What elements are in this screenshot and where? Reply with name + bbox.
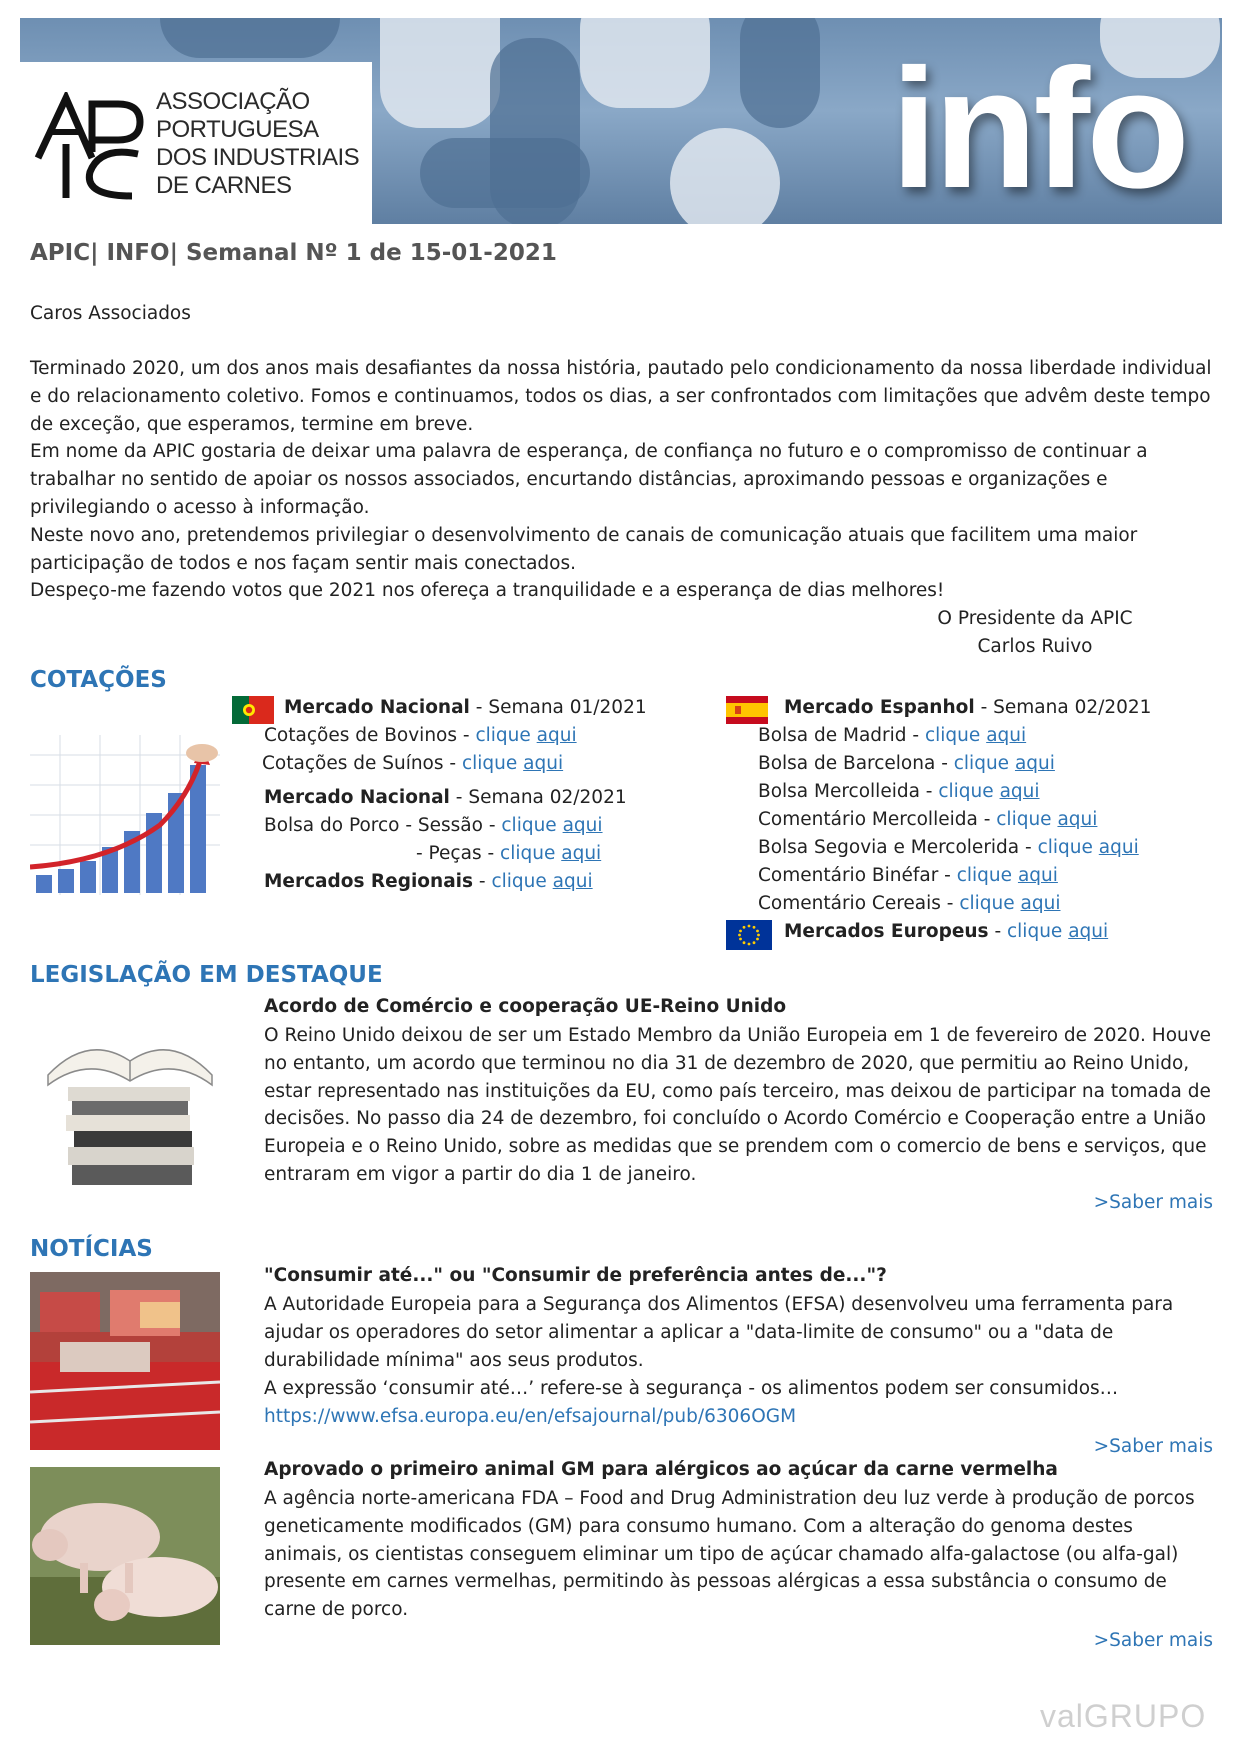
cotacoes-bovinos-row: Cotações de Bovinos - clique aqui: [264, 725, 577, 746]
clique-aqui-link[interactable]: clique aqui: [501, 815, 603, 836]
portugal-flag-icon: [232, 696, 274, 724]
apic-logo-mark: [30, 92, 160, 202]
mercado-nacional-heading: Mercado Nacional - Semana 01/2021: [284, 697, 647, 718]
efsa-url-link[interactable]: https://www.efsa.europa.eu/en/efsajournal/pub/6306OGM: [264, 1406, 797, 1427]
section-legislacao-heading: LEGISLAÇÃO EM DESTAQUE: [30, 962, 383, 988]
greeting: Caros Associados: [30, 303, 191, 324]
supermarket-meat-image: [30, 1272, 220, 1450]
clique-aqui-link[interactable]: clique aqui: [924, 725, 1027, 746]
noticia-body: A agência norte-americana FDA – Food and Drug Administration deu luz verde à produção de porcos geneticamente modificados (GM) para consumo humano. Com a alteração do genoma destes animais, os cientistas conseguem eliminar um tipo de açúcar chamado alfa-galactose (ou alfa-gal) presente em carnes vermelhas, permitindo às pessoas alérgicas a essa substância o consumo de carne de porco.: [264, 1488, 1195, 1621]
pigs-image: [30, 1467, 220, 1645]
section-cotacoes-heading: COTAÇÕES: [30, 667, 167, 693]
clique-aqui-link[interactable]: clique aqui: [491, 871, 593, 892]
legislacao-article-title: Acordo de Comércio e cooperação UE-Reino Unido: [264, 996, 787, 1017]
clique-aqui-link[interactable]: clique aqui: [500, 843, 602, 864]
spain-market-row: Bolsa de Madrid - clique aqui: [758, 725, 1027, 746]
clique-aqui-link[interactable]: clique aqui: [959, 893, 1061, 914]
noticia-body: A Autoridade Europeia para a Segurança dos Alimentos (EFSA) desenvolveu uma ferramenta para ajudar os operadores do setor alimentar a aplicar a "data-limite de consumo" ou a "data de durabilidade mínima" aos seus produtos.: [264, 1294, 1174, 1371]
signature-role: O Presidente da APIC: [937, 608, 1133, 629]
signature-name: Carlos Ruivo: [977, 636, 1093, 657]
mercado-espanhol-heading: Mercado Espanhol - Semana 02/2021: [784, 697, 1152, 718]
clique-aqui-link[interactable]: clique aqui: [953, 753, 1055, 774]
spain-market-row: Bolsa Mercolleida - clique aqui: [758, 781, 1040, 802]
saber-mais-link[interactable]: >Saber mais: [1093, 1192, 1213, 1213]
banner-info-word: info: [890, 34, 1186, 224]
noticia-title: Aprovado o primeiro animal GM para alérgicos ao açúcar da carne vermelha: [264, 1459, 1058, 1480]
growth-chart-image: [30, 735, 220, 895]
spain-market-row: Comentário Cereais - clique aqui: [758, 893, 1061, 914]
issue-title: APIC| INFO| Semanal Nº 1 de 15-01-2021: [30, 240, 557, 266]
clique-aqui-link[interactable]: clique aqui: [461, 753, 564, 774]
clique-aqui-link[interactable]: clique aqui: [938, 781, 1040, 802]
mercados-regionais-row: Mercados Regionais - clique aqui: [264, 871, 593, 892]
logo-text: ASSOCIAÇÃO PORTUGUESA DOS INDUSTRIAIS DE CARNES: [156, 88, 360, 199]
eu-flag-icon: [726, 920, 772, 950]
noticia-excerpt: A expressão ‘consumir até…’ refere-se à segurança - os alimentos podem ser consumidos…: [264, 1378, 1119, 1399]
header-banner: [20, 18, 1222, 224]
spain-flag-icon: [726, 696, 768, 724]
spain-market-row: Comentário Mercolleida - clique aqui: [758, 809, 1098, 830]
spain-market-row: Bolsa de Barcelona - clique aqui: [758, 753, 1055, 774]
bolsa-porco-sessao-row: Bolsa do Porco - Sessão - clique aqui: [264, 815, 603, 836]
intro-paragraph: Terminado 2020, um dos anos mais desafiantes da nossa história, pautado pelo condicionamento da nossa liberdade individual e do relacionamento coletivo. Fomos e continuamos, todos os dias, a ser confrontados com limitações que advêm deste tempo de exceção, que esperamos, termine em breve.: [30, 358, 1212, 435]
clique-aqui-link[interactable]: clique aqui: [1037, 837, 1139, 858]
intro-paragraph: Despeço-me fazendo votos que 2021 nos ofereça a tranquilidade e a esperança de dias melhores!: [30, 580, 945, 602]
valgrupo-watermark: valGRUPO: [1040, 1698, 1207, 1734]
legislacao-article-body: O Reino Unido deixou de ser um Estado Membro da União Europeia em 1 de fevereiro de 2020. Houve no entanto, um acordo que terminou no dia 31 de dezembro de 2020, que permitiu ao Reino Unido, estar representado nas instituições da EU, como país terceiro, mas deixou de participar na tomada de decisões. No passo dia 24 de dezembro, foi concluído o Acordo Comércio e Cooperação entre a União Europeia e o Reino Unido, sobre as medidas que se prendem com o comercio de bens e serviços, que entraram em vigor a partir do dia 1 de janeiro.: [264, 1025, 1212, 1185]
noticia-title: "Consumir até..." ou "Consumir de preferência antes de..."?: [264, 1265, 887, 1286]
intro-paragraph: Neste novo ano, pretendemos privilegiar o desenvolvimento de canais de comunicação atuais que facilitem uma maior participação de todos e nos façam sentir mais conectados.: [30, 524, 1138, 574]
apic-logo: [20, 62, 372, 224]
clique-aqui-link[interactable]: clique aqui: [475, 725, 577, 746]
clique-aqui-link[interactable]: clique aqui: [1007, 921, 1109, 942]
bolsa-porco-pecas-row: - Peças - clique aqui: [416, 843, 602, 864]
mercado-nacional-week2-heading: Mercado Nacional - Semana 02/2021: [264, 787, 627, 808]
intro-text: [30, 355, 1215, 605]
mercados-europeus-row: Mercados Europeus - clique aqui: [784, 921, 1109, 942]
intro-paragraph: Em nome da APIC gostaria de deixar uma palavra de esperança, de confiança no futuro e o compromisso de continuar a trabalhar no sentido de apoiar os nossos associados, encurtando distâncias, aproximando pessoas e organizações e privilegiando o acesso à informação.: [30, 441, 1148, 518]
saber-mais-link[interactable]: >Saber mais: [1093, 1630, 1213, 1651]
clique-aqui-link[interactable]: clique aqui: [956, 865, 1058, 886]
cotacoes-suinos-row: Cotações de Suínos - clique aqui: [262, 753, 564, 774]
spain-market-row: Bolsa Segovia e Mercolerida - clique aqui: [758, 837, 1139, 858]
saber-mais-link[interactable]: >Saber mais: [1093, 1436, 1213, 1457]
books-image: [38, 1015, 220, 1195]
clique-aqui-link[interactable]: clique aqui: [996, 809, 1098, 830]
section-noticias-heading: NOTÍCIAS: [30, 1236, 153, 1262]
spain-market-row: Comentário Binéfar - clique aqui: [758, 865, 1058, 886]
